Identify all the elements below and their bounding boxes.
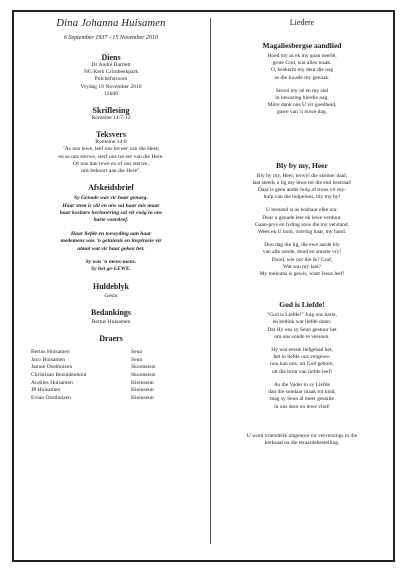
service-line: Dr André Bartlett <box>91 62 131 68</box>
carrier-name: Andries Huisamen <box>31 379 73 386</box>
carrier-relation: Kleinseun <box>131 387 154 394</box>
carrier-name: JP Huisamen <box>31 387 61 394</box>
scripture-heading: Skriflesing <box>92 106 130 116</box>
invitation-line: kerksaal na die teraardebestelling. <box>264 439 340 446</box>
song-line: Bly by my, Heer, terwyl die skemer daal; <box>256 172 348 179</box>
song-line: Wees ek U hom, ontvlug haar, my hand. <box>257 229 347 236</box>
song-stanza <box>216 312 388 341</box>
service-line: Vrydag 19 November 2010 <box>80 83 142 90</box>
carrier-relation: Seun <box>131 349 143 356</box>
carrier-row <box>31 364 191 372</box>
scripture-text: Romeine 14:7-12 <box>91 115 131 122</box>
song-line: in ons deur en lewe vind! <box>274 403 330 410</box>
song-line: Hoed my as ek my gaan neerlê, <box>267 53 337 59</box>
song-line: van alle sonde, dood en smarte vry! <box>262 249 342 256</box>
carrier-name: Evian Oosthuizen <box>31 394 71 401</box>
carrier-name: Jannie Oosthuizen <box>31 364 73 371</box>
song-line: "God is Liefde!" Juig ons harte, <box>267 312 337 319</box>
song-stanza <box>216 173 388 202</box>
life-dates: 6 September 1937 - 15 November 2010 <box>64 35 158 41</box>
service-line: 12h00 <box>104 90 118 97</box>
verse-line: Of ons dan lewe en of ons sterwe, <box>73 160 149 167</box>
refreshments-invitation <box>216 433 388 447</box>
carrier-relation: Skoonseun <box>131 364 156 371</box>
carrier-row <box>31 372 191 380</box>
carrier-row <box>31 357 191 365</box>
carrier-relation: Seun <box>131 356 143 363</box>
song-line: nou kan ons, uit God gebore, <box>270 361 334 368</box>
invitation-line: U word vriendelik uitgenooi vir verversings in die <box>246 432 358 439</box>
song-stanza <box>216 347 388 376</box>
song-line: in bewaring hierdie nag. <box>275 95 329 102</box>
right-column <box>216 18 388 447</box>
carrier-row <box>31 349 191 357</box>
service-line: Potchefstroom <box>94 76 128 83</box>
farewell-line: Sy het ge-LEWE. <box>91 266 131 273</box>
song-line: laat steeds u lig my lewe tot die end bestraal! <box>252 179 352 186</box>
farewell-line: Sy was 'n mens-mens. <box>85 259 137 266</box>
song-line: U bestand is as kosbaar elke uur. <box>266 207 338 214</box>
carrier-relation: Kleinseun <box>131 394 154 401</box>
verse-line: "As ons lewe, leef ons tot eer van die Here; <box>62 146 160 153</box>
song-line: Môre dank ons U vir goedheid, <box>267 102 337 109</box>
song-line: hulp van die hulpeloos, bly my by! <box>263 194 341 201</box>
left-column <box>18 18 204 402</box>
song-line: grote God, wat alles waak. <box>272 60 332 67</box>
song-line: mag sy Seun al meer gestalte <box>270 396 334 403</box>
song-line: Strooi my oë en my siel <box>275 87 329 94</box>
carrier-relation: Kleinseun <box>131 379 154 386</box>
song-stanza <box>216 53 388 82</box>
farewell-line: harte voortleef. <box>93 217 129 224</box>
farewell-heading: Afskeidsbrief <box>88 183 134 193</box>
farewell-line: Haar liefde en toewyding aan haar <box>70 230 152 237</box>
song-stanza <box>216 382 388 411</box>
carrier-row <box>31 395 191 403</box>
song-title: God is Liefde! <box>279 300 325 310</box>
songs-heading: Liedere <box>289 18 315 27</box>
song-line: Dood, wie oor die ik? Graf, <box>271 256 333 263</box>
farewell-line: Sy Genade was vir haar genoeg. <box>74 195 148 202</box>
song-line: Dat Hy ons sy Seun gestuur het <box>267 326 337 333</box>
song-line: en bedink wat liefde doen: <box>272 319 332 326</box>
farewell-paragraph-1 <box>18 195 204 225</box>
song-line: As die Vader in sy Liefde <box>274 381 330 388</box>
song-line: Daar is geen ander hulp of troos vir my- <box>257 187 347 194</box>
thanks-text: Bertus Huisamen <box>91 319 131 326</box>
verse-line: ons behoort aan die Here". <box>81 168 141 175</box>
song-stanza <box>216 88 388 117</box>
song-title: Magaliesbergse aandlied <box>262 41 342 50</box>
farewell-paragraph-3 <box>18 259 204 274</box>
carrier-name: Bertus Huisamen <box>31 349 70 356</box>
farewell-paragraph-2 <box>18 231 204 253</box>
column-divider <box>210 18 211 544</box>
carriers-list <box>31 349 191 402</box>
service-details <box>18 62 204 98</box>
song-line: Dou dag die lig, die ewe aarde bly <box>264 242 340 249</box>
song-line: Deur u genade leer ek lewe verduur. <box>262 214 342 221</box>
carrier-row <box>31 380 191 388</box>
song-stanza <box>216 207 388 236</box>
carrier-name: Jaco Huisamen <box>31 356 66 363</box>
carrier-relation: Skoonseun <box>131 372 156 379</box>
carrier-row <box>31 387 191 395</box>
carrier-name: Christiaan Bezuidenhout <box>31 372 87 379</box>
song-line: Hy wat eerste liefgehad het, <box>271 347 333 354</box>
song-line: Gaan-prys en lyding soos die my verstand, <box>255 221 349 228</box>
song-line: Wat sou my laat? <box>283 263 321 270</box>
text-verse-heading: Teksvers <box>96 130 126 140</box>
farewell-line: haar kosbare herinnering sal vir ewig in ons <box>59 210 163 217</box>
farewell-line: Haar stem is stil en ons sal haar mis maar <box>62 202 160 209</box>
service-line: NG Kerk Grimbeekpark <box>83 69 139 76</box>
song-line: om ons sonde te versoen. <box>274 333 330 340</box>
text-verse-reference: Romeine 14:8 <box>95 139 127 146</box>
tribute-heading: Huldeblyk <box>92 281 129 291</box>
song-line: het in liefde ons vergewe- <box>273 354 331 361</box>
song-line: uit die bron van liefde leef! <box>271 368 333 375</box>
song-line: My toekoms is gewis, want Jesus leef! <box>259 271 345 278</box>
song-line: gawe van 'n nuwe dag. <box>276 109 327 116</box>
song-stanza <box>216 242 388 278</box>
deceased-name: Dina Johanna Huisamen <box>56 18 166 29</box>
farewell-line: almal wat vir haar geken het. <box>77 245 145 252</box>
carriers-heading: Draers <box>99 334 123 344</box>
farewell-line: medemens was 'n getuienis en inspirasie vir <box>60 238 162 245</box>
song-line: dan die sondaar maak tot kind, <box>268 389 336 396</box>
song-line: O, beskerm my deur die nag <box>270 67 334 74</box>
service-heading: Diens <box>101 53 121 62</box>
song-title: Bly by my, Heer <box>276 160 328 170</box>
thanks-heading: Bedankings <box>90 308 132 318</box>
tribute-text: Gesin <box>104 292 118 299</box>
text-verse-quote <box>18 146 204 175</box>
verse-line: en as ons sterwe, sterf ons tot eer van die Here. <box>58 153 164 160</box>
song-line: as die kwade my genaak. <box>274 74 330 81</box>
